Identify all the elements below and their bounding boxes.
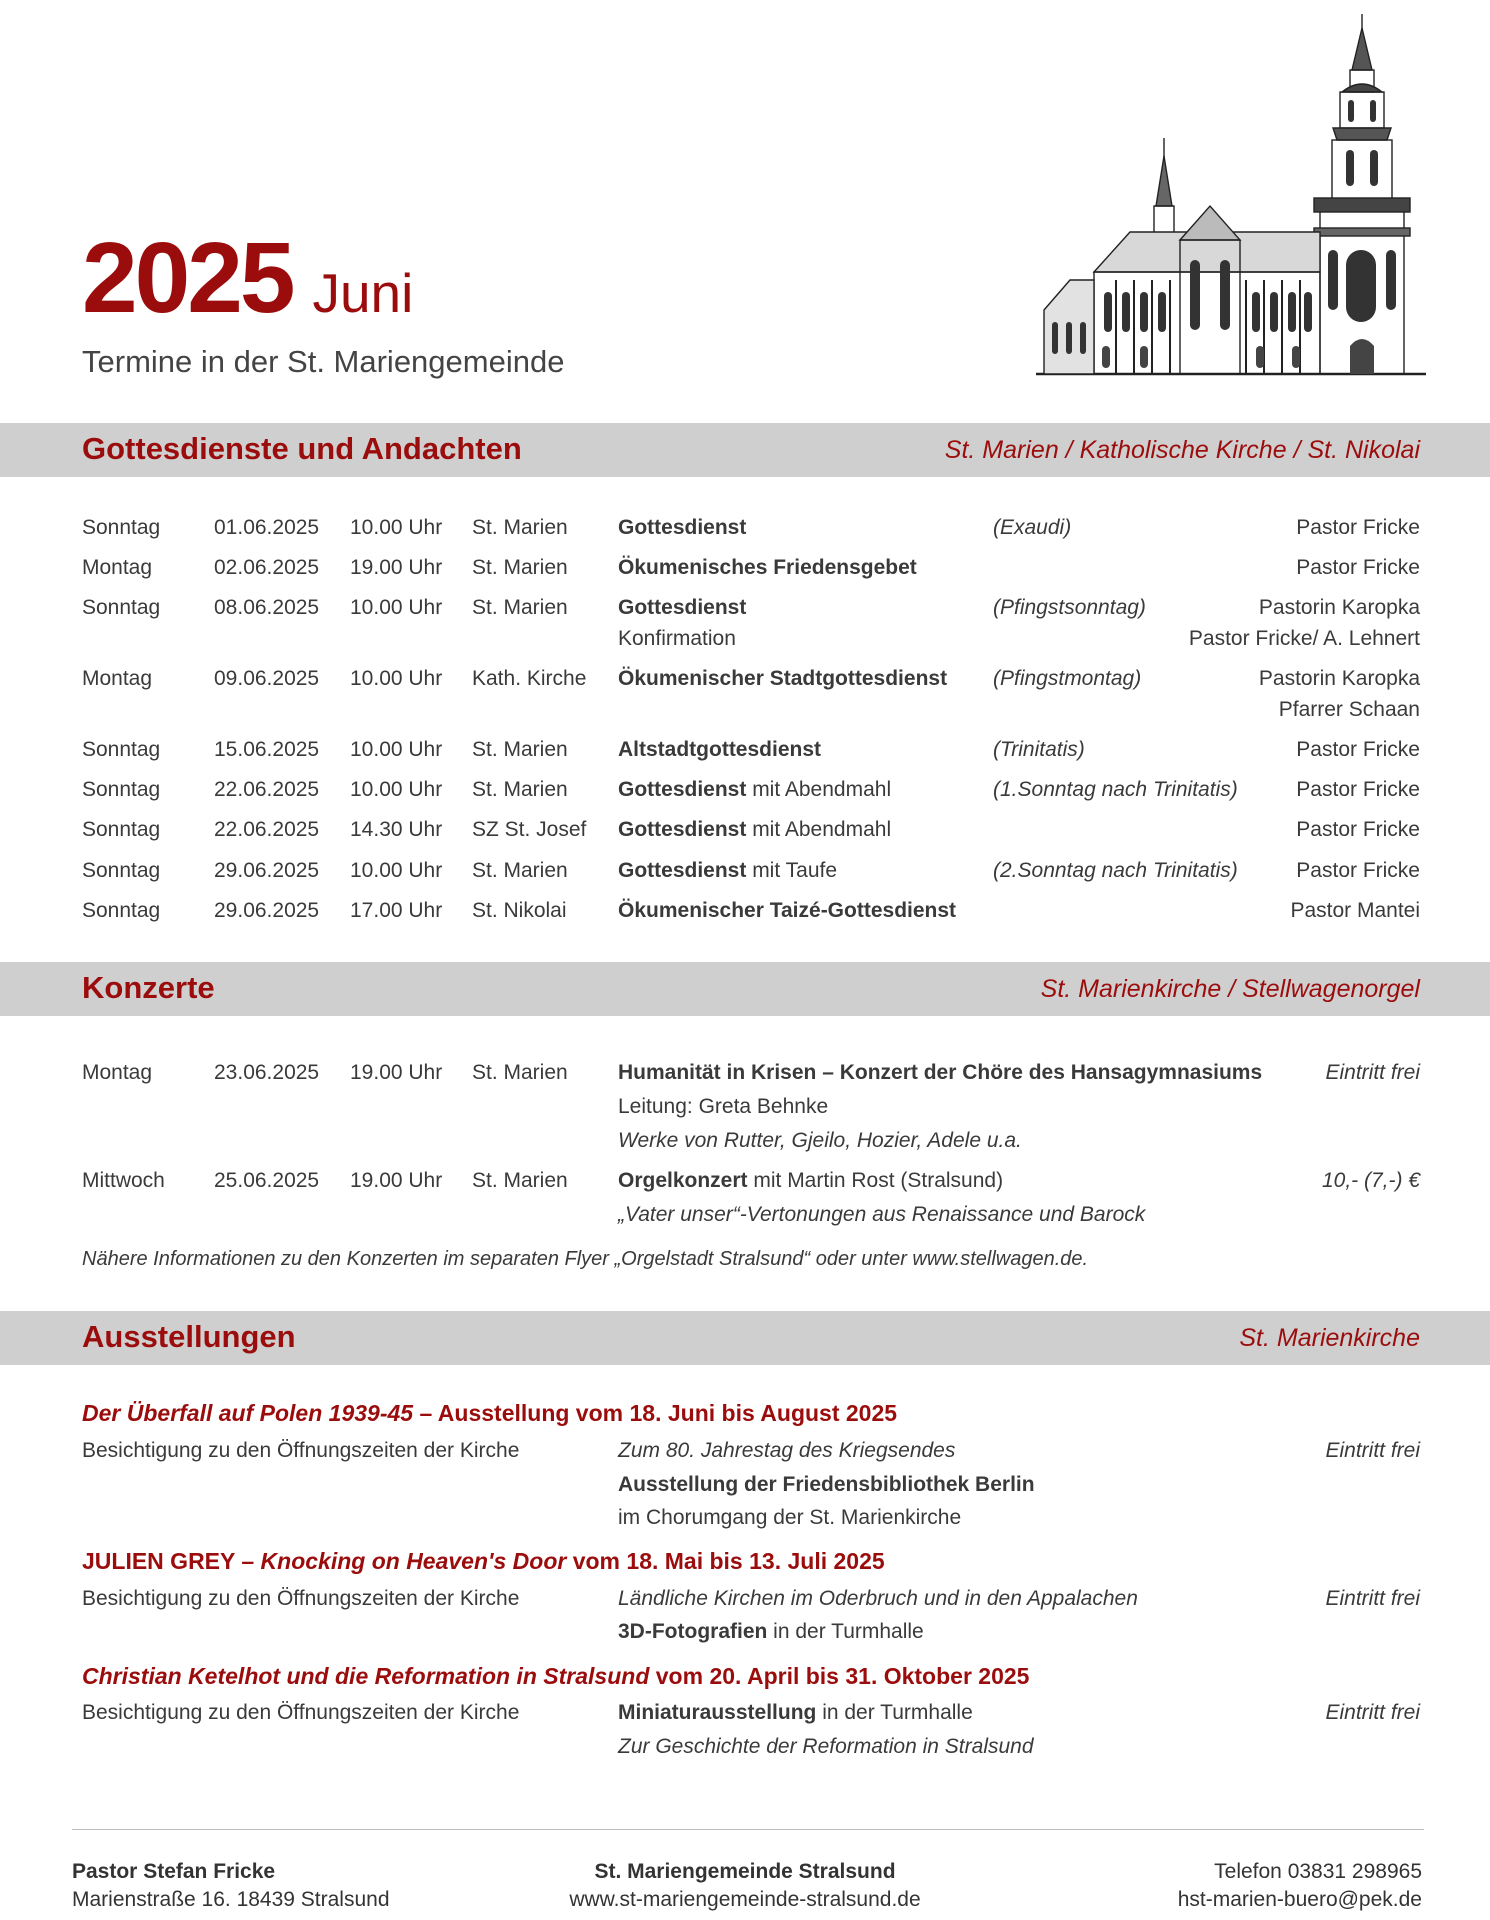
service-pastor: Pastor Fricke [1296, 556, 1420, 579]
church-drawing [1030, 10, 1426, 384]
service-date: 15.06.2025 [214, 738, 320, 761]
exhibition-desc: 3D-Fotografien in der Turmhalle [618, 1620, 924, 1643]
service-pastor-second: Pastor Fricke/ A. Lehnert [1188, 627, 1420, 650]
section-bar-konzerte [0, 962, 1490, 1016]
service-day: Sonntag [82, 859, 161, 882]
exhibition-desc: Ausstellung der Friedensbibliothek Berlin [618, 1473, 1035, 1496]
exhibition-price: Eintritt frei [1325, 1587, 1420, 1610]
service-pastor: Pastor Fricke [1296, 859, 1420, 882]
exhibition-desc: Miniaturausstellung in der Turmhalle [618, 1701, 973, 1724]
footer-address: Marienstraße 16. 18439 Stralsund [72, 1888, 390, 1911]
exhibition-desc: im Chorumgang der St. Marienkirche [618, 1506, 962, 1529]
service-place: SZ St. Josef [472, 818, 587, 841]
concert-place: St. Marien [472, 1169, 568, 1192]
section-locations: St. Marien / Katholische Kirche / St. Nikolai [944, 436, 1420, 464]
service-pastor: Pastor Mantei [1290, 899, 1420, 922]
concert-time: 19.00 Uhr [350, 1169, 443, 1192]
exhibition-visit: Besichtigung zu den Öffnungszeiten der Kirche [82, 1587, 520, 1610]
service-place: St. Nikolai [472, 899, 567, 922]
concert-day: Mittwoch [82, 1169, 165, 1192]
page-subtitle: Termine in der St. Mariengemeinde [82, 344, 565, 379]
footer-phone: Telefon 03831 298965 [1214, 1860, 1422, 1883]
service-date: 22.06.2025 [214, 818, 320, 841]
section-title: Konzerte [82, 970, 215, 1005]
footer-pastor-name: Pastor Stefan Fricke [72, 1860, 276, 1883]
page-year: 2025 Juni [82, 222, 414, 334]
service-place: St. Marien [472, 516, 568, 539]
service-day: Sonntag [82, 778, 161, 801]
concert-title: Humanität in Krisen – Konzert der Chöre des Hansagymnasiums [618, 1061, 1263, 1084]
exhibition-visit: Besichtigung zu den Öffnungszeiten der Kirche [82, 1439, 520, 1462]
service-title: Gottesdienst [618, 596, 747, 619]
service-time: 19.00 Uhr [350, 556, 443, 579]
service-time: 10.00 Uhr [350, 859, 443, 882]
section-locations: St. Marienkirche / Stellwagenorgel [1040, 975, 1420, 1003]
service-time: 10.00 Uhr [350, 667, 443, 690]
service-note: (Pfingstmontag) [993, 667, 1142, 690]
footer-parish-name: St. Mariengemeinde Stralsund [594, 1860, 896, 1883]
service-date: 29.06.2025 [214, 859, 320, 882]
footer-divider [72, 1829, 1424, 1830]
service-date: 29.06.2025 [214, 899, 320, 922]
exhibition-title: JULIEN GREY – Knocking on Heaven's Door vom 18. Mai bis 13. Juli 2025 [82, 1548, 885, 1574]
concert-info-note: Nähere Informationen zu den Konzerten im separaten Flyer „Orgelstadt Stralsund“ oder unter www.stellwagen.de. [82, 1248, 1089, 1270]
service-day: Sonntag [82, 596, 161, 619]
service-day: Sonntag [82, 899, 161, 922]
service-pastor: Pastor Fricke [1296, 778, 1420, 801]
service-time: 17.00 Uhr [350, 899, 443, 922]
service-time: 10.00 Uhr [350, 778, 443, 801]
service-title: Gottesdienst [618, 516, 747, 539]
exhibition-title: Christian Ketelhot und die Reformation in Stralsund vom 20. April bis 31. Oktober 2025 [82, 1663, 1030, 1689]
page-month: Juni [312, 262, 414, 324]
exhibition-price: Eintritt frei [1325, 1439, 1420, 1462]
service-title: Gottesdienst mit Abendmahl [618, 818, 892, 841]
service-date: 22.06.2025 [214, 778, 320, 801]
exhibition-price: Eintritt frei [1325, 1701, 1420, 1724]
service-title: Gottesdienst mit Taufe [618, 859, 838, 882]
service-date: 02.06.2025 [214, 556, 320, 579]
service-day: Sonntag [82, 516, 161, 539]
service-place: St. Marien [472, 596, 568, 619]
section-bar-ausstellungen [0, 1311, 1490, 1365]
concert-date: 23.06.2025 [214, 1061, 320, 1084]
concert-detail: „Vater unser“-Vertonungen aus Renaissance und Barock [618, 1203, 1146, 1226]
service-time: 10.00 Uhr [350, 738, 443, 761]
exhibition-visit: Besichtigung zu den Öffnungszeiten der Kirche [82, 1701, 520, 1724]
footer-website-link[interactable]: www.st-mariengemeinde-stralsund.de [569, 1888, 921, 1911]
service-title: Gottesdienst mit Abendmahl [618, 778, 892, 801]
concert-price: 10,- (7,-) € [1321, 1169, 1420, 1192]
service-date: 09.06.2025 [214, 667, 320, 690]
service-note: (1.Sonntag nach Trinitatis) [993, 778, 1238, 801]
service-pastor-second: Pfarrer Schaan [1278, 698, 1420, 721]
service-place: St. Marien [472, 859, 568, 882]
service-place: St. Marien [472, 556, 568, 579]
concert-place: St. Marien [472, 1061, 568, 1084]
service-day: Sonntag [82, 818, 161, 841]
service-date: 01.06.2025 [214, 516, 320, 539]
service-day: Montag [82, 667, 153, 690]
service-pastor: Pastor Fricke [1296, 818, 1420, 841]
service-title: Ökumenisches Friedensgebet [618, 556, 917, 579]
footer-email-link[interactable]: hst-marien-buero@pek.de [1177, 1888, 1422, 1911]
service-pastor: Pastor Fricke [1296, 516, 1420, 539]
exhibition-title: Der Überfall auf Polen 1939-45 – Ausstellung vom 18. Juni bis August 2025 [82, 1400, 898, 1426]
service-day: Montag [82, 556, 153, 579]
service-title: Ökumenischer Taizé-Gottesdienst [618, 899, 957, 922]
exhibition-desc: Ländliche Kirchen im Oderbruch und in den Appalachen [618, 1587, 1138, 1610]
section-locations: St. Marienkirche [1239, 1324, 1420, 1352]
section-title: Ausstellungen [82, 1319, 296, 1354]
concert-detail: Werke von Rutter, Gjeilo, Hozier, Adele u.a. [618, 1129, 1022, 1152]
section-bar-gottesdienste [0, 423, 1490, 477]
concert-title: Orgelkonzert mit Martin Rost (Stralsund) [618, 1169, 1004, 1192]
concert-price: Eintritt frei [1325, 1061, 1420, 1084]
exhibition-desc: Zum 80. Jahrestag des Kriegsendes [618, 1439, 956, 1462]
service-title: Altstadtgottesdienst [618, 738, 822, 761]
service-pastor: Pastorin Karopka [1258, 667, 1420, 690]
service-day: Sonntag [82, 738, 161, 761]
service-note: (Exaudi) [993, 516, 1072, 539]
service-time: 14.30 Uhr [350, 818, 443, 841]
section-title: Gottesdienste und Andachten [82, 431, 522, 466]
exhibition-desc: Zur Geschichte der Reformation in Stralsund [618, 1735, 1034, 1758]
service-note: (Pfingstsonntag) [993, 596, 1146, 619]
concert-detail: Leitung: Greta Behnke [618, 1095, 829, 1118]
service-pastor: Pastorin Karopka [1258, 596, 1420, 619]
service-note: (2.Sonntag nach Trinitatis) [993, 859, 1238, 882]
service-time: 10.00 Uhr [350, 516, 443, 539]
concert-date: 25.06.2025 [214, 1169, 320, 1192]
service-date: 08.06.2025 [214, 596, 320, 619]
service-subtitle: Konfirmation [618, 627, 736, 650]
service-time: 10.00 Uhr [350, 596, 443, 619]
service-title: Ökumenischer Stadtgottesdienst [618, 667, 948, 690]
service-place: St. Marien [472, 738, 568, 761]
concert-day: Montag [82, 1061, 153, 1084]
service-place: Kath. Kirche [472, 667, 587, 690]
service-pastor: Pastor Fricke [1296, 738, 1420, 761]
concert-time: 19.00 Uhr [350, 1061, 443, 1084]
service-place: St. Marien [472, 778, 568, 801]
service-note: (Trinitatis) [993, 738, 1085, 761]
